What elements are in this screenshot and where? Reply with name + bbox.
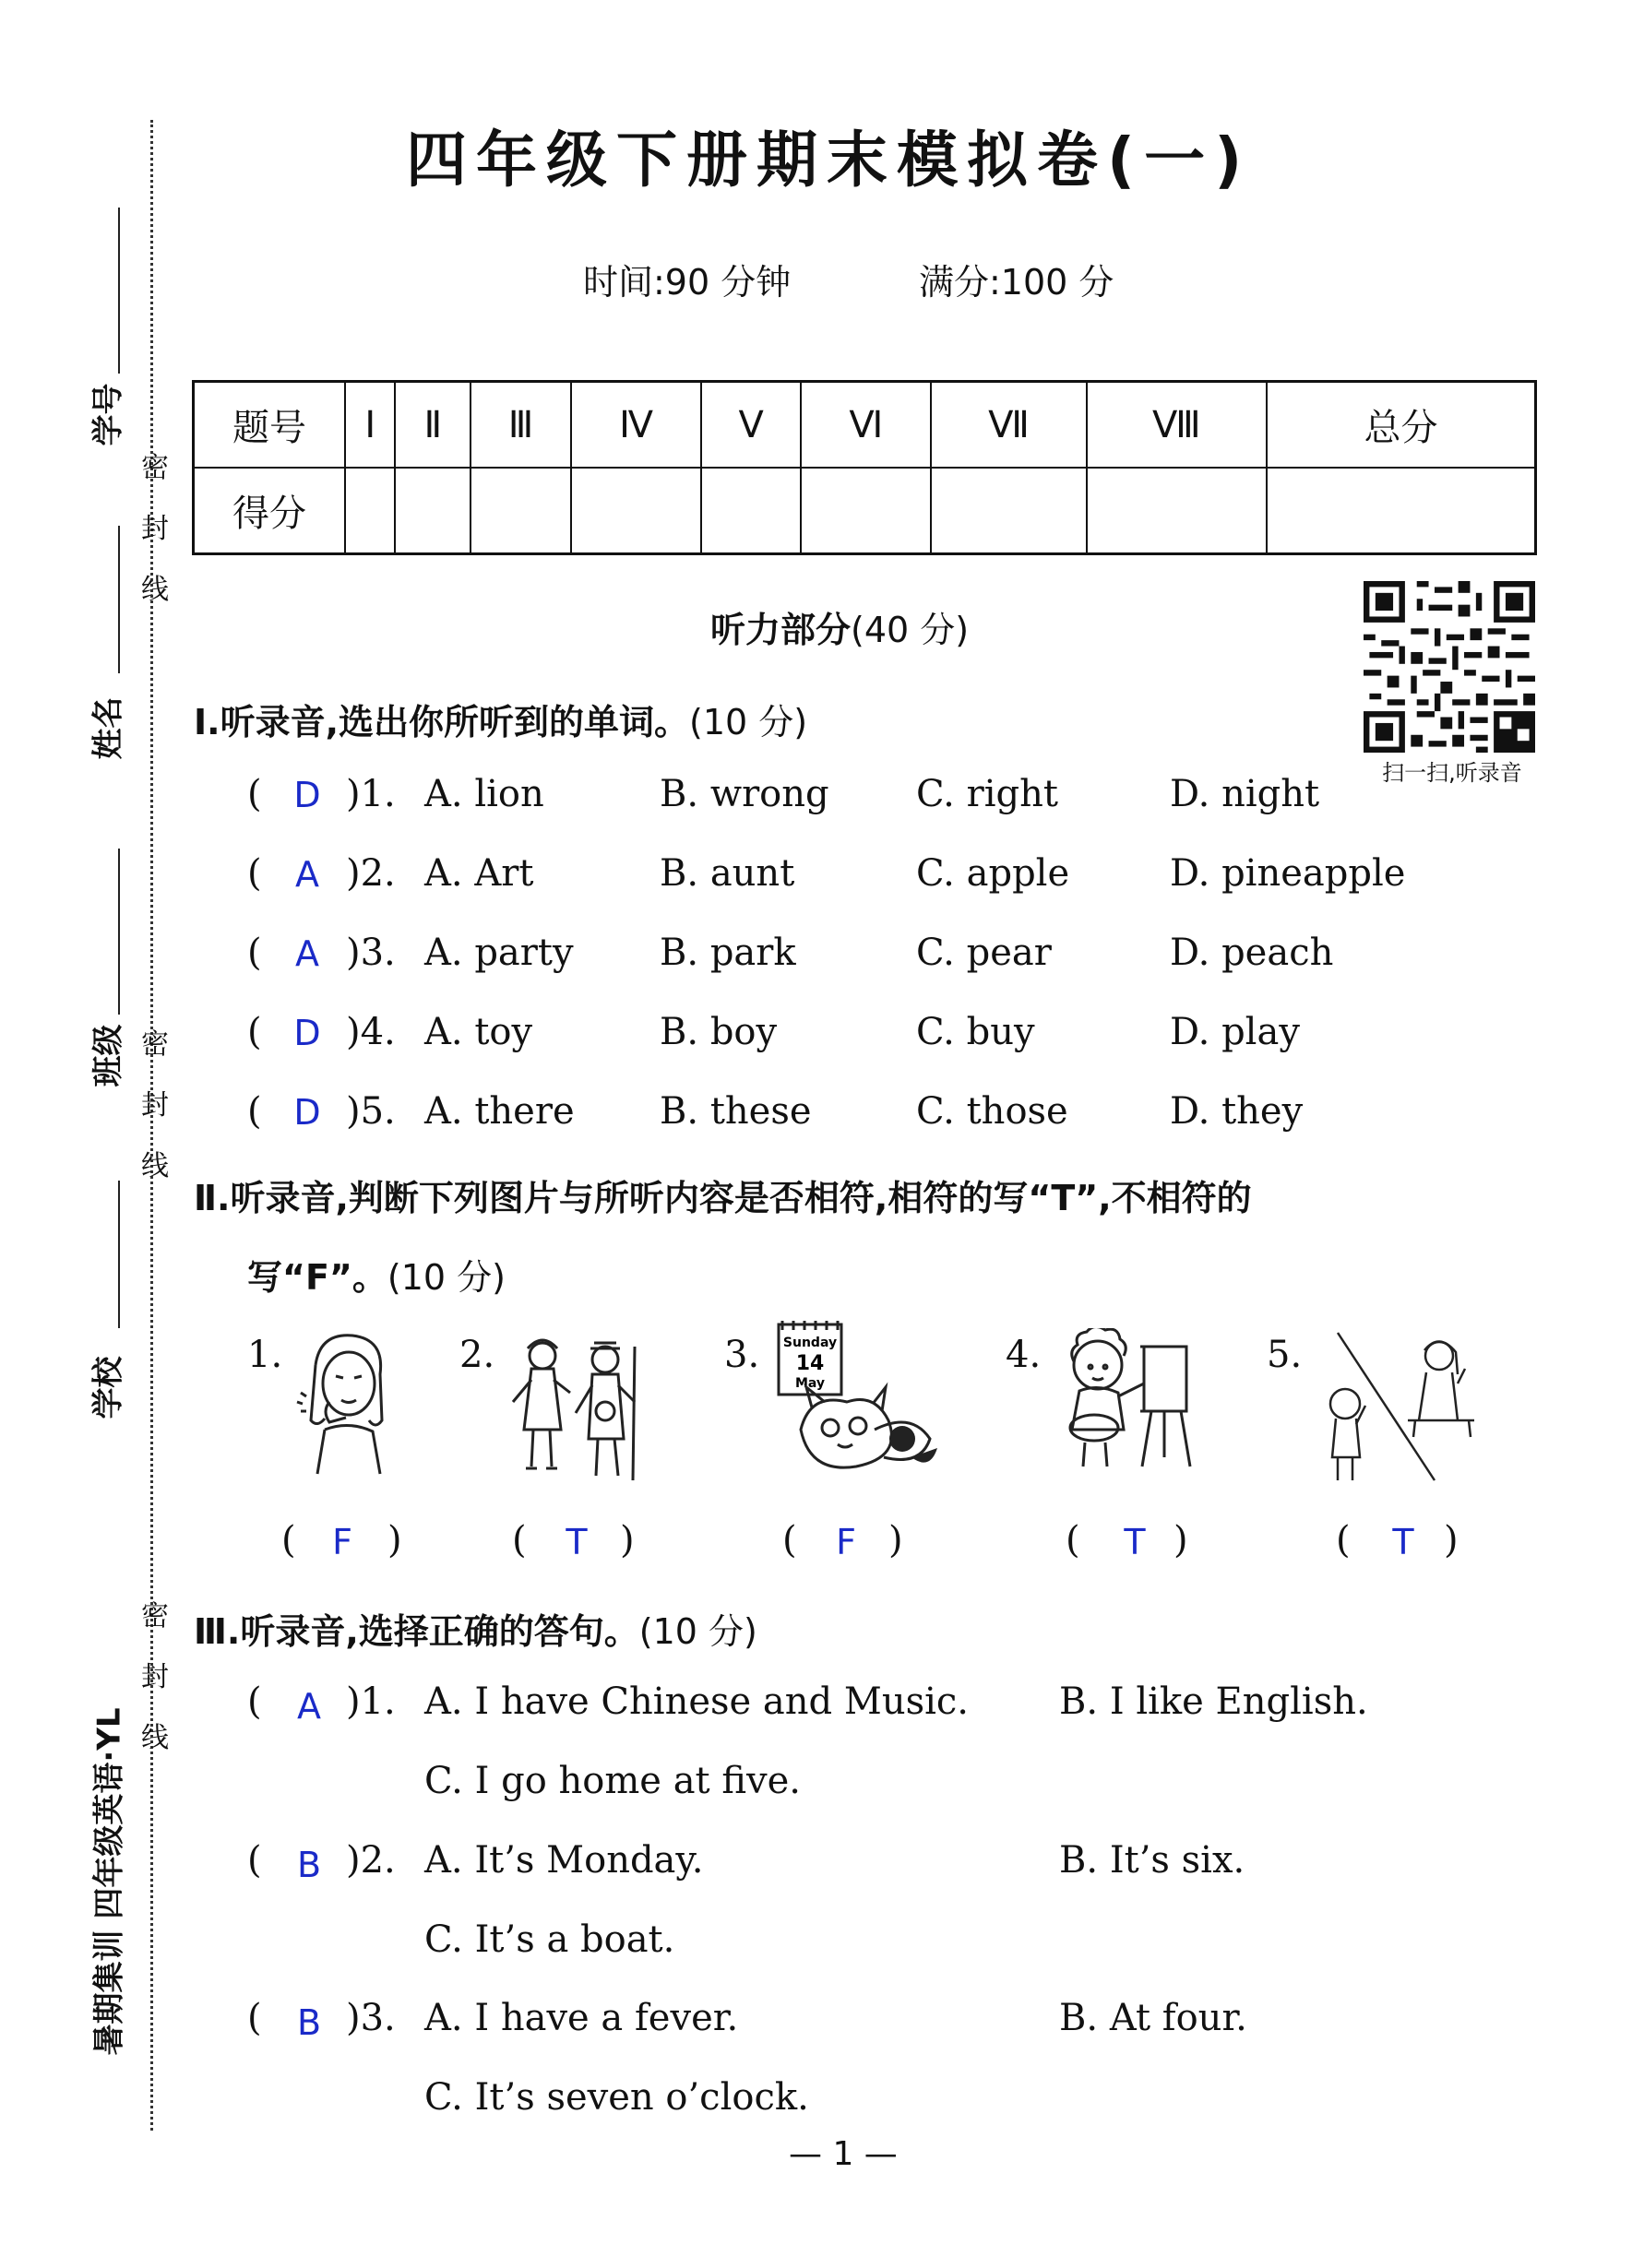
open-paren: (	[782, 1519, 797, 1561]
table-cell: Ⅳ	[571, 382, 701, 469]
option-c: C. It’s seven o’clock.	[424, 2076, 809, 2119]
two-people-illustration	[506, 1328, 658, 1485]
calendar-month: May	[794, 1376, 826, 1391]
question-number: )5.	[346, 1090, 396, 1133]
question-number: )1.	[346, 773, 396, 815]
picture-number-2: 2.	[459, 1334, 495, 1376]
series-label: 暑期集训 四年级英语·YL	[90, 1707, 128, 2056]
option-d: D. pineapple	[1170, 852, 1406, 895]
open-paren: (	[512, 1519, 527, 1561]
score-cell[interactable]	[395, 468, 471, 554]
answer-blank[interactable]: D	[293, 1013, 321, 1053]
picture-number-4: 4.	[1006, 1334, 1042, 1376]
open-paren: (	[1066, 1519, 1080, 1561]
score-cell[interactable]	[1267, 468, 1535, 554]
score-cell[interactable]	[571, 468, 701, 554]
open-paren: (	[247, 1011, 262, 1053]
option-a: A. Art	[424, 852, 534, 895]
option-b: B. aunt	[660, 852, 795, 895]
picture-number-1: 1.	[247, 1334, 283, 1376]
option-b: B. these	[660, 1090, 812, 1133]
open-paren: (	[247, 1680, 262, 1723]
time-label: 时间:90 分钟	[583, 262, 792, 303]
score-cell[interactable]	[471, 468, 571, 554]
judge-answer-1[interactable]: F	[332, 1522, 352, 1562]
open-paren: (	[247, 1090, 262, 1133]
calendar-date: 14	[795, 1352, 825, 1375]
option-b: B. I like English.	[1059, 1680, 1368, 1723]
answer-blank[interactable]: A	[295, 933, 319, 974]
option-d: D. night	[1170, 773, 1320, 815]
open-paren: (	[281, 1519, 296, 1561]
open-paren: (	[247, 1997, 262, 2039]
answer-blank[interactable]: D	[293, 1092, 321, 1133]
section1-heading-text: Ⅰ.听录音,选出你所听到的单词。	[194, 702, 690, 742]
question-number: )2.	[346, 1839, 396, 1882]
judge-answer-2[interactable]: T	[566, 1522, 588, 1562]
score-table	[192, 380, 1537, 555]
seal-mark-1: 密 封 线	[141, 452, 169, 606]
option-c: C. It’s a boat.	[424, 1918, 675, 1961]
open-paren: (	[1336, 1519, 1351, 1561]
score-cell[interactable]	[1087, 468, 1267, 554]
school-label: 学校	[89, 1356, 127, 1419]
question-number: )3.	[346, 1997, 396, 2039]
option-a: A. toy	[424, 1011, 533, 1053]
score-cell[interactable]	[801, 468, 931, 554]
score-cell[interactable]	[345, 468, 395, 554]
option-a: A. I have a fever.	[424, 1997, 739, 2039]
name-label: 姓名	[89, 696, 127, 760]
close-paren: )	[888, 1519, 903, 1561]
answer-blank[interactable]: B	[296, 2002, 322, 2043]
seal-mark-3: 密 封 线	[141, 1600, 169, 1754]
girl-painting-illustration	[1052, 1328, 1204, 1476]
section2-heading: Ⅱ.听录音,判断下列图片与所听内容是否相符,相符的写“T”,不相符的	[194, 1178, 1252, 1218]
qr-code-icon[interactable]	[1364, 581, 1535, 753]
score-cell[interactable]	[931, 468, 1086, 554]
option-c: C. those	[916, 1090, 1068, 1133]
class-underline	[118, 849, 120, 1015]
option-b: B. At four.	[1059, 1997, 1247, 2039]
calendar-day: Sunday	[782, 1336, 838, 1350]
option-c: C. pear	[916, 932, 1052, 974]
open-paren: (	[247, 773, 262, 815]
answer-blank[interactable]: D	[293, 775, 321, 815]
section1-points: (10 分)	[689, 702, 808, 742]
student-no-underline	[118, 208, 120, 374]
seal-mark-2: 密 封 线	[141, 1028, 169, 1182]
close-paren: )	[1173, 1519, 1188, 1561]
student-no-label: 学号	[89, 383, 127, 446]
school-underline	[118, 1181, 120, 1328]
table-cell: Ⅷ	[1087, 382, 1267, 469]
open-paren: (	[247, 1839, 262, 1882]
full-score-label: 满分:100 分	[919, 262, 1114, 303]
table-cell: Ⅱ	[395, 382, 471, 469]
table-cell: Ⅶ	[931, 382, 1086, 469]
section2-points: (10 分)	[387, 1257, 506, 1298]
score-table-score-row	[194, 468, 1536, 554]
table-cell: 题号	[194, 382, 346, 469]
close-paren: )	[1444, 1519, 1459, 1561]
option-b: B. boy	[660, 1011, 778, 1053]
page-number: — 1 —	[789, 2135, 898, 2173]
section3-heading-text: Ⅲ.听录音,选择正确的答句。	[194, 1611, 639, 1652]
answer-blank[interactable]: B	[296, 1845, 322, 1885]
question-number: )1.	[346, 1680, 396, 1723]
table-cell: Ⅴ	[701, 382, 801, 469]
close-paren: )	[620, 1519, 635, 1561]
table-cell: Ⅲ	[471, 382, 571, 469]
option-a: A. lion	[424, 773, 544, 815]
class-label: 班级	[89, 1024, 127, 1087]
boy-and-teacher-illustration	[1310, 1328, 1485, 1490]
section3-points: (10 分)	[638, 1611, 757, 1652]
section2-heading-line2	[247, 1249, 506, 1300]
judge-answer-4[interactable]: T	[1124, 1522, 1146, 1562]
picture-number-3: 3.	[724, 1334, 760, 1376]
judge-answer-3[interactable]: F	[836, 1522, 856, 1562]
judge-answer-5[interactable]: T	[1392, 1522, 1414, 1562]
question-number: )3.	[346, 932, 396, 974]
option-d: D. peach	[1170, 932, 1334, 974]
listening-part-title	[710, 601, 969, 652]
table-cell: Ⅵ	[801, 382, 931, 469]
answer-blank[interactable]: A	[295, 854, 319, 895]
score-table-header-row	[194, 382, 1536, 469]
table-cell: Ⅰ	[345, 382, 395, 469]
option-c: C. I go home at five.	[424, 1760, 801, 1802]
option-b: B. It’s six.	[1059, 1839, 1245, 1882]
question-number: )2.	[346, 852, 396, 895]
option-a: A. party	[424, 932, 574, 974]
open-paren: (	[247, 932, 262, 974]
section1-heading	[194, 694, 807, 744]
option-a: A. I have Chinese and Music.	[424, 1680, 970, 1723]
option-c: C. right	[916, 773, 1058, 815]
table-cell: 总分	[1267, 382, 1535, 469]
option-c: C. apple	[916, 852, 1070, 895]
option-a: A. there	[424, 1090, 575, 1133]
section2-heading-line2-text: 写“F”。	[247, 1257, 387, 1298]
score-cell[interactable]	[701, 468, 801, 554]
answer-blank[interactable]: A	[297, 1686, 321, 1727]
open-paren: (	[247, 852, 262, 895]
option-d: D. they	[1170, 1090, 1304, 1133]
page-title: 四年级下册期末模拟卷(一)	[406, 125, 1252, 196]
option-b: B. wrong	[660, 773, 829, 815]
option-b: B. park	[660, 932, 796, 974]
option-a: A. It’s Monday.	[424, 1839, 704, 1882]
qr-caption: 扫一扫,听录音	[1382, 760, 1522, 786]
close-paren: )	[387, 1519, 402, 1561]
question-number: )4.	[346, 1011, 396, 1053]
cat-phone-calendar-illustration	[773, 1319, 939, 1480]
name-underline	[118, 526, 120, 673]
option-c: C. buy	[916, 1011, 1035, 1053]
listening-part-title-text: 听力部分	[710, 610, 852, 650]
option-d: D. play	[1170, 1011, 1300, 1053]
sick-girl-illustration	[288, 1328, 399, 1476]
table-cell: 得分	[194, 468, 346, 554]
picture-number-5: 5.	[1267, 1334, 1303, 1376]
section3-heading	[194, 1603, 757, 1654]
listening-part-points: (40 分)	[851, 610, 970, 650]
